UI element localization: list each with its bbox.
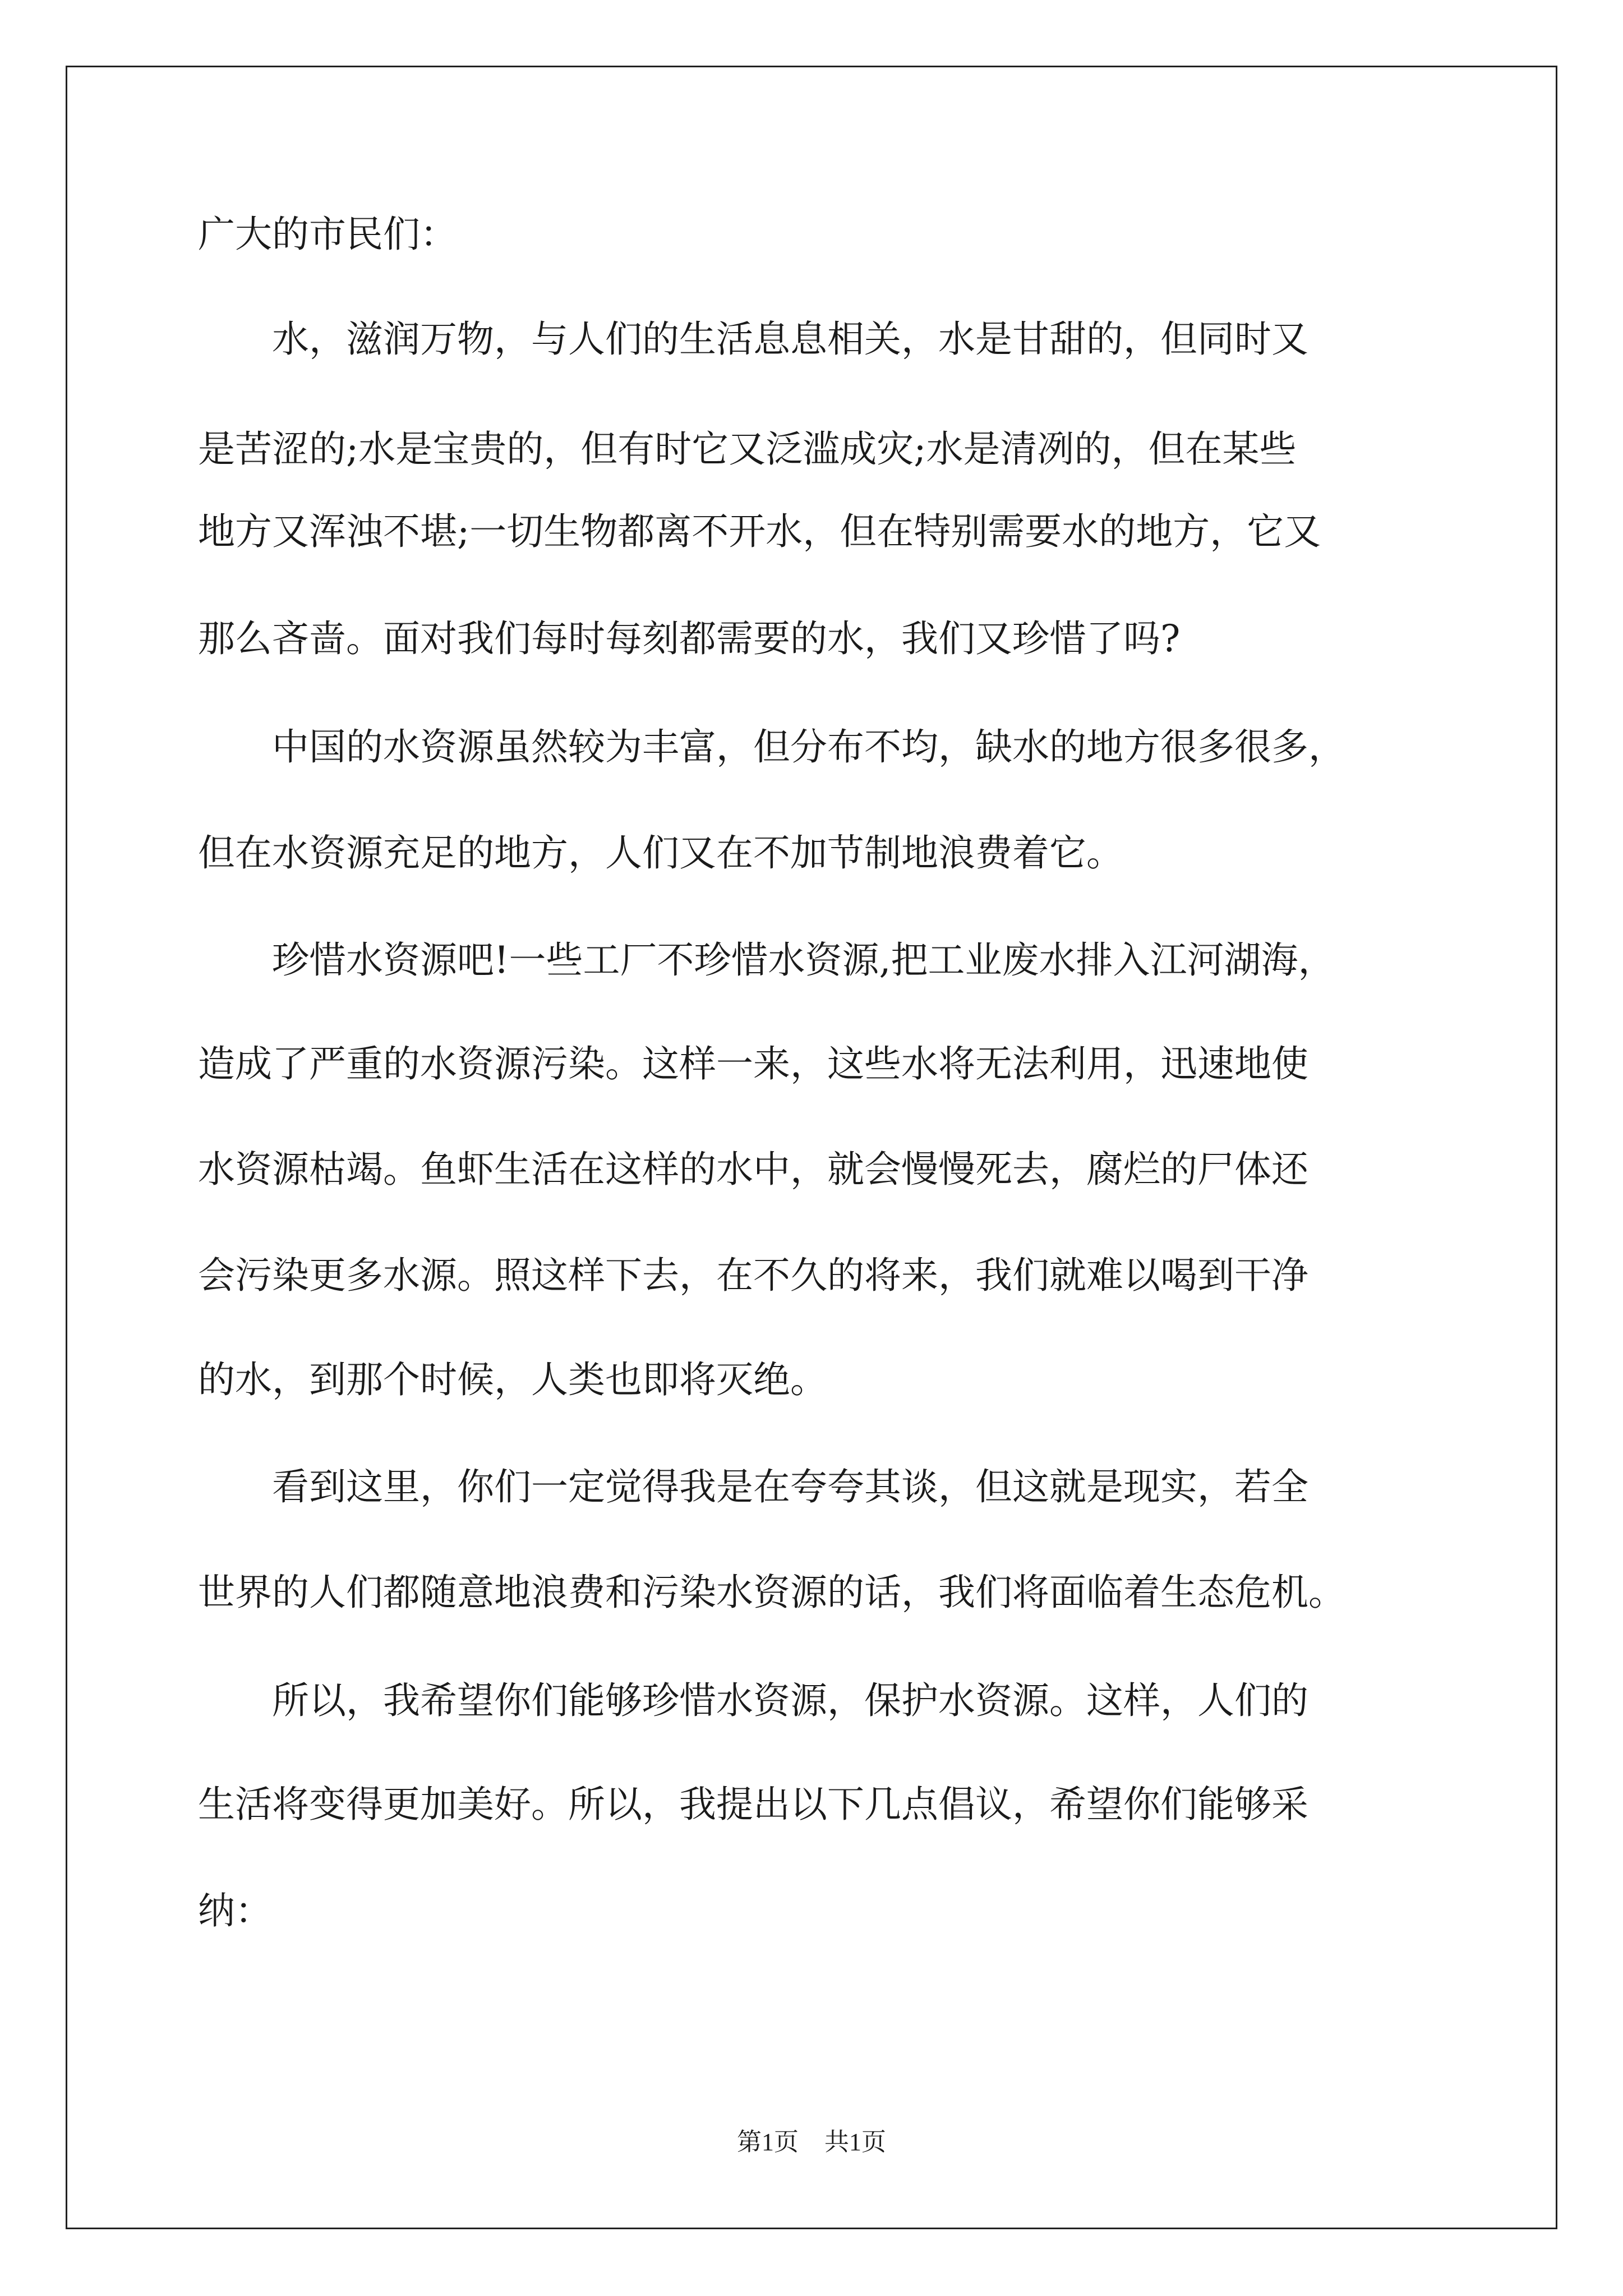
text-line: 世界的人们都随意地浪费和污染水资源的话，我们将面临着生态危机。 <box>198 1571 1345 1614</box>
text-line: 造成了严重的水资源污染。这样一来，这些水将无法利用，迅速地使 <box>198 1042 1308 1085</box>
text-line: 的水，到那个时候，人类也即将灭绝。 <box>198 1358 827 1401</box>
text-line: 珍惜水资源吧!一些工厂不珍惜水资源,把工业废水排入江河湖海， <box>198 938 1335 982</box>
page-footer <box>0 2125 1623 2159</box>
page-total: 共1页 <box>824 2128 886 2156</box>
text-line: 水资源枯竭。鱼虾生活在这样的水中，就会慢慢死去，腐烂的尸体还 <box>198 1148 1308 1191</box>
page-number: 第1页 <box>737 2128 799 2156</box>
text-line: 是苦涩的;水是宝贵的，但有时它又泛滥成灾;水是清冽的，但在某些 <box>198 427 1297 471</box>
text-line: 生活将变得更加美好。所以，我提出以下几点倡议，希望你们能够采 <box>198 1783 1308 1826</box>
text-line: 纳： <box>198 1889 272 1932</box>
text-line: 那么吝啬。面对我们每时每刻都需要的水，我们又珍惜了吗? <box>198 617 1181 660</box>
text-line: 会污染更多水源。照这样下去，在不久的将来，我们就难以喝到干净 <box>198 1254 1308 1297</box>
text-line: 地方又浑浊不堪;一切生物都离不开水，但在特别需要水的地方，它又 <box>198 510 1321 553</box>
text-line: 但在水资源充足的地方，人们又在不加节制地浪费着它。 <box>198 831 1123 875</box>
text-line: 中国的水资源虽然较为丰富，但分布不均，缺水的地方很多很多， <box>198 725 1345 769</box>
text-line: 广大的市民们： <box>198 213 457 256</box>
text-line: 水，滋润万物，与人们的生活息息相关，水是甘甜的，但同时又 <box>198 318 1308 361</box>
text-line: 所以，我希望你们能够珍惜水资源，保护水资源。这样，人们的 <box>198 1679 1308 1722</box>
text-line: 看到这里，你们一定觉得我是在夸夸其谈，但这就是现实，若全 <box>198 1465 1308 1508</box>
